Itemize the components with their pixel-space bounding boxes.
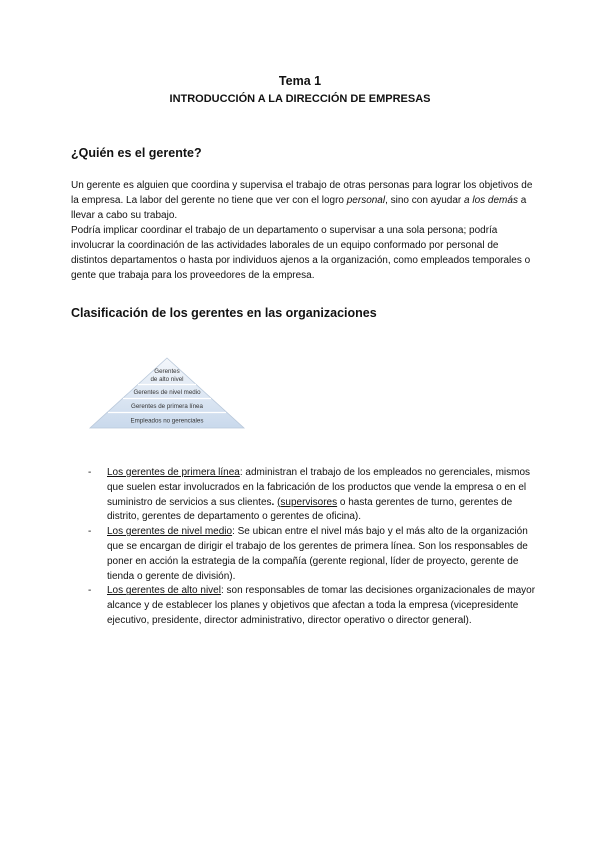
pyramid-label-top: Gerentes <box>154 368 180 375</box>
manager-types-list <box>88 466 538 629</box>
list-text: o hasta gerentes de turno, gerentes de distrito, gerentes de departamento o gerentes de oficina). <box>107 496 513 523</box>
paragraph-text: a llevar a cabo su trabajo. <box>71 195 527 221</box>
page-subtitle: INTRODUCCIÓN A LA DIRECCIÓN DE EMPRESAS <box>169 93 431 105</box>
paragraph-text: Un gerente es alguien que coordina y supervisa el trabajo de otras personas para lograr los objetivos de la empresa. La labor del gerente no tiene que ver con el logro <box>71 180 533 206</box>
emphasis-text: personal <box>346 195 386 206</box>
pyramid-label-empleados: Empleados no gerenciales <box>130 417 204 425</box>
list-text: : son responsables de tomar las decisiones organizacionales de mayor alcance y de establecer los planes y objetivos que afectan a toda la empresa (vicepresidente ejecutivo, presidente, director administrativo, director operativo o director general). <box>107 585 536 626</box>
list-item-body <box>107 525 538 584</box>
section-heading-gerente: ¿Quién es el gerente? <box>71 146 202 160</box>
list-term: Los gerentes de nivel medio <box>107 526 233 538</box>
list-item-body <box>107 584 538 628</box>
list-bold-period: . <box>271 496 275 508</box>
list-dash: - <box>88 585 92 597</box>
list-item-body <box>107 466 538 525</box>
list-term-supervisores: (supervisores <box>277 496 338 508</box>
paragraph-definition <box>71 178 536 223</box>
list-term: Los gerentes de alto nivel <box>107 585 221 597</box>
paragraph-text: , sino con ayudar <box>385 195 465 206</box>
list-term: Los gerentes de primera línea <box>107 467 240 478</box>
emphasis-text: a los demás <box>464 195 518 206</box>
list-item <box>88 584 538 628</box>
paragraph-scope: Podría implicar coordinar el trabajo de un departamento o supervisar a una sola persona; podría involucrar la coordinación de las actividades laborales de un equipo conformado por personal de distintos departamentos o hasta por individuos ajenos a la organización, como empleados temporales o gente que trabaja para los proveedores de la empresa. <box>71 225 531 281</box>
list-text: : Se ubican entre el nivel más bajo y el más alto de la organización que se encargan de dirigir el trabajo de los gerentes de primera línea. Son los responsables de poner en acción la estrategia de la compañía (gerente regional, líder de proyecto, gerente de tienda o gerente de división). <box>107 526 528 582</box>
list-dash: - <box>88 526 92 538</box>
list-item <box>88 466 538 525</box>
manager-pyramid-diagram <box>86 356 248 432</box>
list-text: : administran el trabajo de los empleados no gerenciales, mismos que suelen estar involucrados en la fabricación de los productos que vende la empresa o en el suministro de servicios a sus clientes <box>107 467 531 508</box>
page-title: Tema 1 <box>278 74 322 88</box>
pyramid-label-top: de alto nivel <box>150 376 184 383</box>
section-heading-clasificacion: Clasificación de los gerentes en las organizaciones <box>71 306 377 320</box>
list-dash: - <box>88 467 92 478</box>
pyramid-label-primera: Gerentes de primera línea <box>131 403 203 410</box>
pyramid-label-medio: Gerentes de nivel medio <box>133 389 201 396</box>
list-item <box>88 525 538 584</box>
